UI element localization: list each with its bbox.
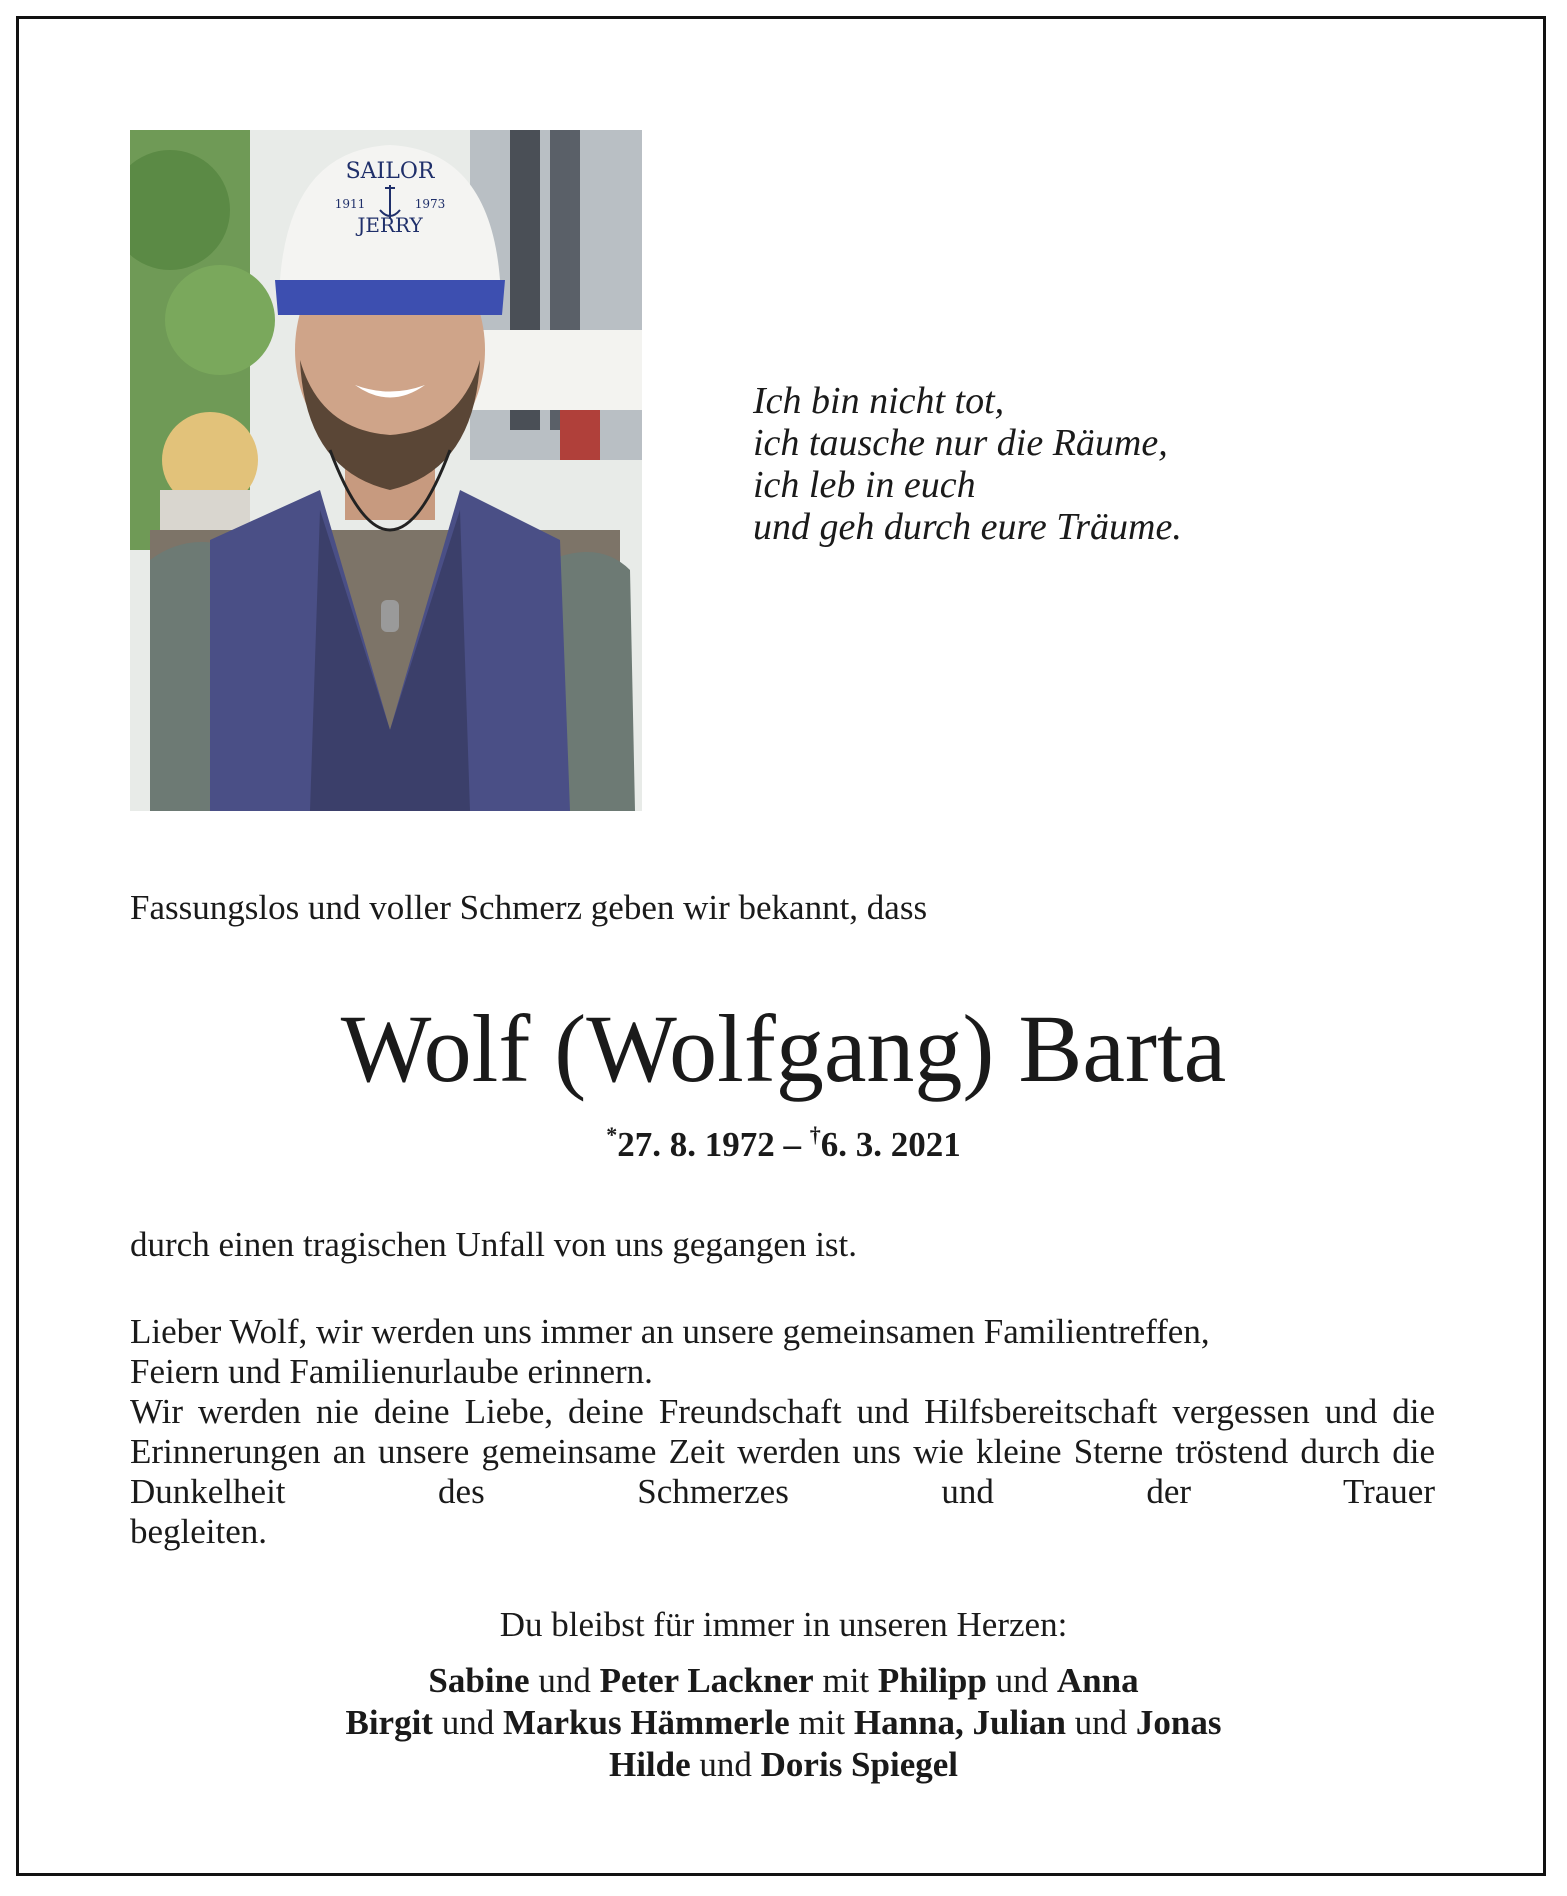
- portrait-illustration: [130, 130, 642, 811]
- family-name: Markus Hämmerle: [502, 1703, 790, 1742]
- family-list: [0, 1660, 1567, 1786]
- life-dates: [0, 1122, 1567, 1165]
- family-name: Hanna, Julian: [853, 1703, 1066, 1742]
- family-connector: mit: [813, 1661, 878, 1700]
- death-date: 6. 3. 2021: [820, 1125, 961, 1164]
- deceased-name: Wolf (Wolfgang) Barta: [340, 995, 1227, 1102]
- cap-text-year-right: 1973: [414, 197, 446, 211]
- family-connector: und: [432, 1703, 503, 1742]
- tribute-line: Lieber Wolf, wir werden uns immer an unsere gemeinsamen Familientreffen,: [130, 1312, 1210, 1351]
- family-name: Sabine: [428, 1661, 530, 1700]
- portrait-photo: [130, 130, 642, 811]
- cap-text-bottom: JERRY: [357, 213, 423, 237]
- family-name: Peter Lackner: [599, 1661, 814, 1700]
- date-separator: –: [774, 1125, 810, 1164]
- birth-date: 27. 8. 1972: [617, 1125, 775, 1164]
- tribute-paragraph: [130, 1312, 1435, 1552]
- family-connector: und: [986, 1661, 1057, 1700]
- cap-text-top: SAILOR: [345, 159, 435, 184]
- family-name: Anna: [1056, 1661, 1139, 1700]
- poem: [753, 380, 1182, 548]
- family-connector: und: [1065, 1703, 1136, 1742]
- tribute-line: begleiten.: [130, 1512, 268, 1551]
- family-name: Jonas: [1135, 1703, 1222, 1742]
- announcement-text: durch einen tragischen Unfall von uns gegangen ist.: [130, 1225, 858, 1264]
- tribute-justified-text: Wir werden nie deine Liebe, deine Freundschaft und Hilfsbereitschaft vergessen und die Erinnerungen an unsere gemeinsame Zeit werden uns wie kleine Sterne tröstend durch die Dunkelheit des Schmerzes und der Trauer: [130, 1392, 1435, 1511]
- family-row: [0, 1702, 1567, 1744]
- cap-text-year-left: 1911: [334, 197, 366, 211]
- family-name: Philipp: [877, 1661, 987, 1700]
- closing-text: Du bleibst für immer in unseren Herzen:: [499, 1605, 1068, 1644]
- family-row: [0, 1744, 1567, 1786]
- family-connector: mit: [789, 1703, 854, 1742]
- family-connector: und: [690, 1745, 761, 1784]
- poem-line: ich leb in euch: [753, 464, 976, 506]
- poem-line: Ich bin nicht tot,: [753, 380, 1005, 422]
- family-name: Birgit: [345, 1703, 433, 1742]
- death-symbol: †: [809, 1122, 821, 1147]
- tribute-line: Feiern und Familienurlaube erinnern.: [130, 1352, 653, 1391]
- family-name: Doris Spiegel: [760, 1745, 959, 1784]
- poem-line: ich tausche nur die Räume,: [753, 422, 1168, 464]
- family-row: [0, 1660, 1567, 1702]
- family-name: Hilde: [608, 1745, 691, 1784]
- birth-symbol: *: [606, 1122, 618, 1147]
- family-connector: und: [529, 1661, 600, 1700]
- poem-line: und geh durch eure Träume.: [753, 506, 1182, 548]
- intro-text: Fassungslos und voller Schmerz geben wir bekannt, dass: [130, 888, 928, 927]
